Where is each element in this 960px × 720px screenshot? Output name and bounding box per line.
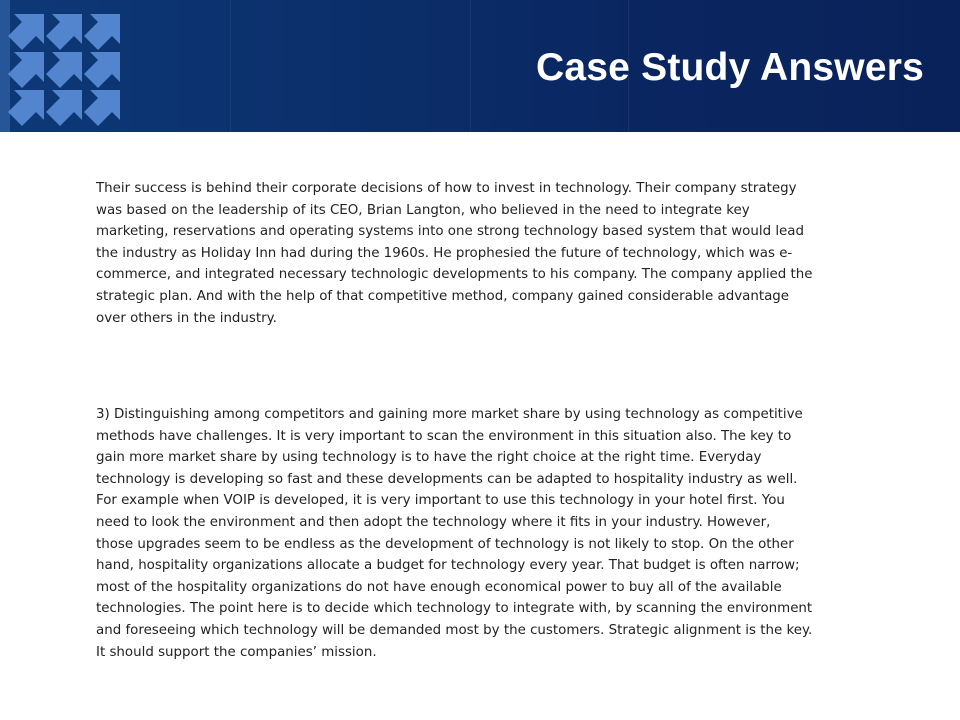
- arrows-grid-icon: [0, 0, 140, 132]
- text-line: gain more market share by using technology is to have the right choice at the right time. Everyday: [96, 450, 762, 466]
- text-line: marketing, reservations and operating systems into one strong technology based system that would lead: [96, 224, 805, 240]
- text-line: hand, hospitality organizations allocate a budget for technology every year. That budget is often narrow;: [96, 558, 800, 574]
- text-line: the industry as Holiday Inn had during the 1960s. He prophesied the future of technology, which was e-: [96, 245, 793, 261]
- paragraph-corporate-strategy: [96, 178, 876, 329]
- logo-edge: [0, 0, 10, 132]
- text-line: commerce, and integrated necessary technologic developments to his company. The company applied the: [96, 267, 813, 283]
- text-line: 3) Distinguishing among competitors and gaining more market share by using technology as competitive: [96, 407, 803, 422]
- header-divider: [230, 0, 231, 132]
- text-line: those upgrades seem to be endless as the development of technology is not likely to stop. On the other: [96, 536, 794, 552]
- text-line: was based on the leadership of its CEO, Brian Langton, who believed in the need to integrate key: [96, 202, 750, 218]
- text-line: need to look the environment and then adopt the technology where it fits in your industry. However,: [96, 514, 771, 530]
- text-line: and foreseeing which technology will be demanded most by the customers. Strategic alignment is the key.: [96, 622, 813, 638]
- text-line: For example when VOIP is developed, it is very important to use this technology in your hotel first. You: [96, 493, 785, 509]
- text-line: methods have challenges. It is very important to scan the environment in this situation also. The key to: [96, 428, 792, 444]
- logo-arrows: [8, 14, 120, 126]
- text-line: technologies. The point here is to decide which technology to integrate with, by scanning the environment: [96, 601, 813, 617]
- paragraph-answer-3: [96, 404, 812, 663]
- text-line: strategic plan. And with the help of that competitive method, company gained considerable advantage: [96, 288, 790, 304]
- text-line: It should support the companies’ mission.: [96, 644, 377, 660]
- text-line: technology is developing so fast and these developments can be adapted to hospitality industry as well.: [96, 471, 798, 487]
- text-line: Their success is behind their corporate decisions of how to invest in technology. Their company strategy: [96, 181, 797, 196]
- page-title: Case Study Answers: [536, 46, 924, 89]
- header-divider: [470, 0, 471, 132]
- text-line: over others in the industry.: [96, 310, 277, 326]
- slide-header: [0, 0, 960, 132]
- text-line: most of the hospitality organizations do not have enough economical power to buy all of the available: [96, 579, 782, 595]
- slide-body: [96, 178, 876, 660]
